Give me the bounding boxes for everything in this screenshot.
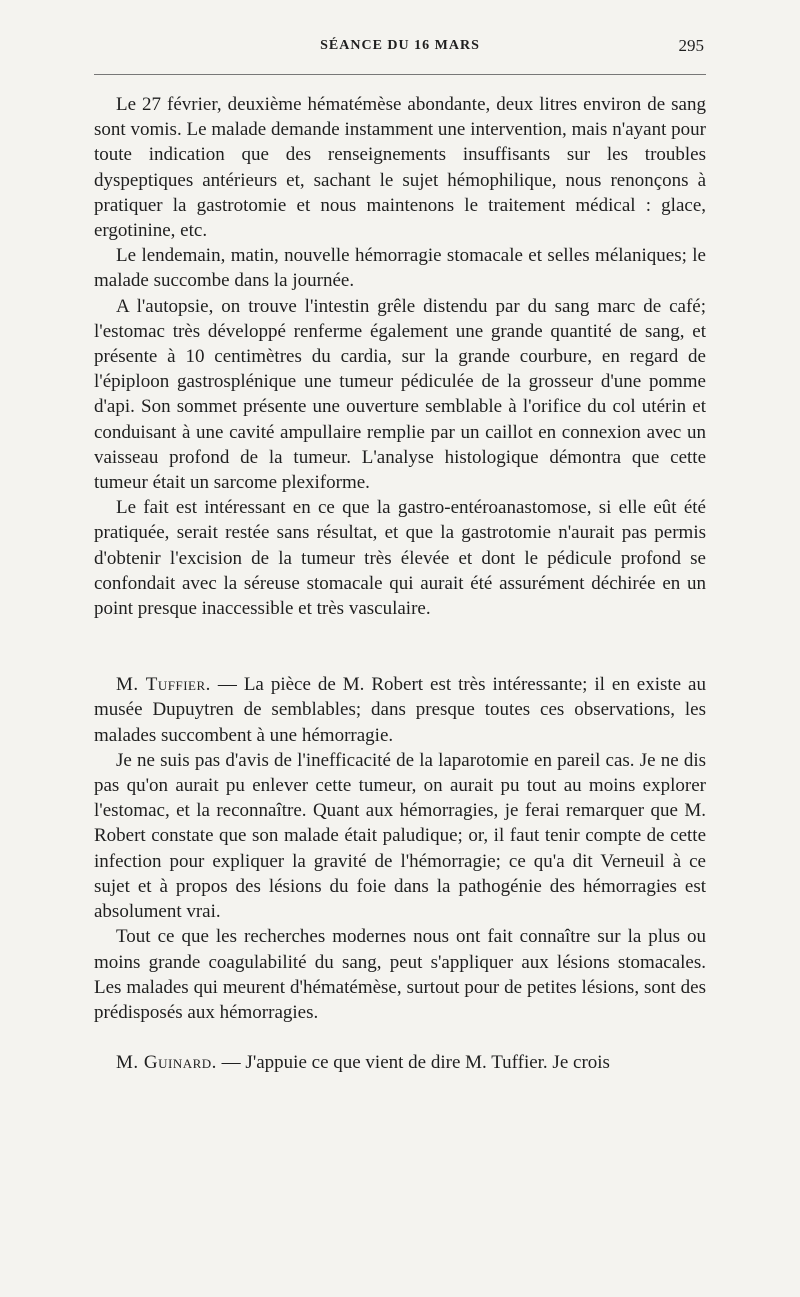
tuffier-text: — La pièce de M. Robert est très intéressante; il en existe au musée Dupuytren de semblables; dans presque toutes ces observations, les malades succombent à une hémorragie. — [94, 674, 706, 746]
paragraph: Le 27 février, deuxième hématémèse abondante, deux litres environ de sang sont vomis. Le malade demande instamment une intervention, mais n'ayant pour toute indication que des renseignements insuffisants sur les troubles dyspeptiques antérieurs et, sachant le sujet hémophilique, nous renonçons à pratiquer la gastrotomie et nous maintenons le traitement médical : glace, ergotinine, etc. — [94, 94, 706, 242]
running-header — [94, 32, 706, 62]
section-gap — [94, 621, 706, 672]
header-title: SÉANCE DU 16 MARS — [320, 38, 480, 53]
guinard-paragraph — [94, 1050, 706, 1075]
paragraph: Tout ce que les recherches modernes nous ont fait connaître sur la plus ou moins grande coagulabilité du sang, peut s'appliquer aux lésions stomacales. Les malades qui meurent d'hématémèse, surtout pour de petites lésions, sont des prédisposés aux hémorragies. — [94, 926, 706, 1023]
tuffier-paragraph — [94, 672, 706, 748]
paragraph: Je ne suis pas d'avis de l'inefficacité de la laparotomie en pareil cas. Je ne dis pas qu'on aurait pu enlever cette tumeur, on aurait pu tout au moins explorer l'estomac, et la reconnaître. Quant aux hémorragies, je ferai remarquer que M. Robert constate que son malade était paludique; or, il faut tenir compte de cette infection pour expliquer la gravité de l'hémorragie; ce qu'a dit Verneuil à ce sujet et à propos des lésions du foie dans la pathogénie des hémorragies est absolument vrai. — [94, 749, 706, 923]
page-body — [94, 92, 706, 1075]
page — [94, 32, 706, 1074]
section-gap — [94, 1025, 706, 1050]
paragraph: Le fait est intéressant en ce que la gastro-entéroanastomose, si elle eût été pratiquée, serait restée sans résultat, et que la gastrotomie n'aurait pas permis d'obtenir l'excision de la tumeur très élevée et dont le pédicule profond se confondait avec la séreuse stomacale qui aurait été assurément déchirée en un point presque inaccessible et très vasculaire. — [94, 497, 706, 620]
speaker-name: M. Tuffier. — [116, 674, 211, 696]
header-rule — [94, 74, 706, 75]
guinard-text: — J'appuie ce que vient de dire M. Tuffier. Je crois — [216, 1052, 610, 1074]
page-number: 295 — [678, 36, 704, 55]
speaker-name: M. Guinard. — [116, 1052, 217, 1074]
paragraph: Le lendemain, matin, nouvelle hémorragie stomacale et selles mélaniques; le malade succombe dans la journée. — [94, 245, 706, 292]
paragraph: A l'autopsie, on trouve l'intestin grêle distendu par du sang marc de café; l'estomac très développé renferme également une grande quantité de sang, et présente à 10 centimètres du cardia, sur la grande courbure, en regard de l'épiploon gastrosplénique une tumeur pédiculée de la grosseur d'une pomme d'api. Son sommet présente une ouverture semblable à l'orifice du col utérin et conduisant à une cavité ampullaire remplie par un caillot en connexion avec un vaisseau profond de la tumeur. L'analyse histologique démontra que cette tumeur était un sarcome plexiforme. — [94, 295, 706, 494]
